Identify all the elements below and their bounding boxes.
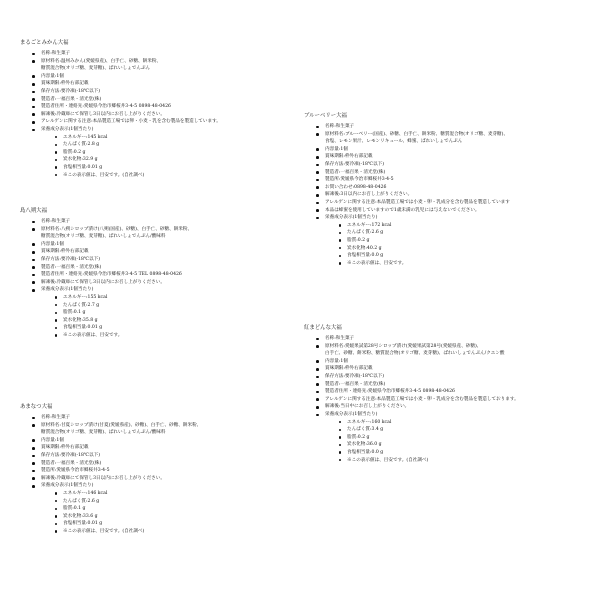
- label-list: [304, 335, 596, 464]
- label-name: 製造者住所・連絡先: [41, 272, 83, 278]
- label-separator: :: [338, 381, 341, 387]
- label-item: [316, 176, 596, 184]
- label-item: [316, 396, 596, 404]
- label-name: 栄養成分表示(1個当たり): [41, 483, 94, 489]
- label-value: 愛媛県今治市郷桜井3-4-5: [56, 468, 110, 474]
- label-separator: :: [82, 104, 84, 110]
- label-item: [32, 226, 300, 241]
- label-value: 要冷凍(-18℃以下): [60, 452, 101, 458]
- label-name: 製造者: [41, 264, 55, 270]
- label-name: 栄養成分表示(1個当たり): [41, 287, 94, 293]
- nutrition-item: 食塩相当量:0.0 g: [339, 252, 596, 260]
- label-value: ブルーベリー(国産)、砂糖、白手亡、餅米粉、糖質混合物(オリゴ糖、麦芽糖)、: [344, 131, 509, 137]
- label-separator: :: [375, 396, 377, 402]
- label-name: 保存方法: [41, 88, 60, 94]
- label-name: 製造者住所・連絡先: [41, 104, 83, 110]
- label-item: [32, 73, 300, 81]
- label-value-continued: 白手亡、砂糖、餅米粉、糖質混合物(オリゴ糖、麦芽糖)、ばれいしょでんぷん/クエン酸: [325, 351, 505, 357]
- label-name: 内容量: [325, 358, 339, 364]
- label-name: 内容量: [41, 241, 55, 247]
- label-value: 八朔シロップ漬け(八朔(国産)、砂糖)、白手亡、砂糖、餅米粉、: [60, 226, 193, 232]
- nutrition-item: 食塩相当量:0.0 g: [339, 449, 596, 457]
- label-separator: :: [338, 192, 341, 198]
- nutrition-item: 食塩相当量:0.01 g: [55, 520, 300, 528]
- label-separator: :: [334, 336, 336, 341]
- label-name: 名称: [41, 51, 51, 56]
- label-name: 製造所: [325, 177, 339, 183]
- label-value: 和生菓子: [51, 51, 71, 56]
- label-separator: :: [375, 199, 377, 205]
- nutrition-item: 脂質:0.2 g: [55, 149, 300, 157]
- label-name: 賞味期限: [325, 366, 344, 372]
- nutrition-item: たんぱく質:2.6 g: [339, 229, 596, 237]
- label-item: [32, 58, 300, 73]
- product-block-benimadonna: [304, 325, 596, 464]
- label-name: 製造者: [41, 460, 55, 466]
- label-separator: :: [59, 249, 61, 255]
- label-value: 本品製造工場では小麦・卵・乳成分を含む製品を製造しています: [376, 199, 510, 205]
- nutrition-item: エネルギー:145 kcal: [55, 134, 300, 142]
- label-value: 1個: [340, 358, 348, 364]
- nutrition-item: エネルギー:146 kcal: [55, 490, 300, 498]
- label-item: [32, 96, 300, 104]
- nutrition-item: 脂質:0.1 g: [55, 505, 300, 513]
- label-value: 要冷凍(-18℃以下): [344, 161, 385, 167]
- label-item: [316, 191, 596, 199]
- label-item: [32, 126, 300, 179]
- label-item: [316, 161, 596, 169]
- label-name: 内容量: [325, 146, 339, 152]
- nutrition-item: 脂質:0.2 g: [339, 434, 596, 442]
- label-item: [316, 131, 596, 146]
- label-value: 要冷凍(-18℃以下): [344, 373, 385, 379]
- nutrition-item: 炭水化物:36.0 g: [339, 441, 596, 449]
- label-separator: :: [366, 389, 368, 395]
- nutrition-item: 炭水化物:35.8 g: [55, 317, 300, 325]
- label-item: [32, 475, 300, 483]
- nutrition-item: エネルギー:160 kcal: [339, 419, 596, 427]
- label-name: 製造者住所・連絡先: [325, 389, 367, 395]
- label-separator: :: [343, 373, 345, 379]
- label-value: 一福百果・清光堂(株): [56, 264, 102, 270]
- label-value: 一福百果・清光堂(株): [56, 96, 102, 102]
- label-item: [316, 365, 596, 373]
- label-separator: :: [59, 445, 61, 451]
- label-separator: :: [334, 124, 336, 129]
- label-item: [316, 335, 596, 343]
- label-list: [20, 218, 300, 340]
- label-name: 内容量: [41, 437, 55, 443]
- nutrition-item: ※この表示値は、目安です。(自社調べ): [339, 457, 596, 465]
- label-item: [32, 80, 300, 88]
- label-value: 愛媛県今治市郷桜井3-4-5 0898-48-0426: [367, 389, 455, 395]
- label-name: 原材料名: [325, 343, 344, 349]
- label-item: [32, 460, 300, 468]
- label-separator: :: [59, 88, 61, 94]
- label-separator: :: [54, 437, 57, 443]
- label-name: 本品は蜂蜜を使用していますので1歳未満の乳児には与えないでください。: [325, 207, 480, 213]
- label-value: 一福百果・清光堂(株): [56, 460, 102, 466]
- label-item: [32, 279, 300, 287]
- label-item: [32, 422, 300, 437]
- label-name: 原材料名: [41, 226, 60, 232]
- nutrition-item: たんぱく質:2.8 g: [55, 141, 300, 149]
- label-list: [304, 123, 596, 267]
- label-value: 一福百果・清光堂(株): [340, 381, 386, 387]
- label-item: [316, 199, 596, 207]
- label-item: [32, 467, 300, 475]
- label-separator: :: [338, 177, 341, 183]
- label-item: [316, 214, 596, 267]
- label-value-continued: 糖質混合物(オリゴ糖、麦芽糖)、ばれいしょでんぷん: [41, 66, 151, 72]
- nutrition-item: 炭水化物:40.2 g: [339, 245, 596, 253]
- label-value: 枠外右部記載: [344, 366, 373, 372]
- label-separator: :: [59, 81, 61, 87]
- label-name: 栄養成分表示(1個当たり): [325, 411, 378, 417]
- label-name: 原材料名: [41, 422, 60, 428]
- label-separator: :: [91, 119, 93, 125]
- label-separator: :: [343, 161, 345, 167]
- label-separator: :: [54, 279, 57, 285]
- label-item: [316, 373, 596, 381]
- label-separator: :: [59, 256, 61, 262]
- label-name: 名称: [325, 336, 335, 341]
- label-name: 名称: [325, 124, 335, 129]
- label-value: 本品製造工場では卵・小麦・乳を含む製品を製造しています。: [92, 119, 221, 125]
- label-name: 賞味期限: [41, 249, 60, 255]
- nutrition-item: ※この表示値は、目安です。(自社調べ): [55, 172, 300, 180]
- label-name: 解凍後: [41, 475, 55, 481]
- nutrition-item: 炭水化物:33.6 g: [55, 513, 300, 521]
- nutrition-item: ※この表示値は、目安です。: [339, 260, 596, 268]
- nutrition-list: [41, 490, 300, 536]
- nutrition-item: エネルギー:155 kcal: [55, 294, 300, 302]
- label-value: 要冷凍(-18℃以下): [60, 256, 101, 262]
- label-item: [32, 218, 300, 226]
- label-name: 製造者: [41, 96, 55, 102]
- label-item: [32, 50, 300, 58]
- label-value: 1個: [56, 241, 64, 247]
- label-item: [32, 414, 300, 422]
- label-value-continued: 糖質混合物(オリゴ糖、麦芽糖)、ばれいしょでんぷん/酸味料: [41, 234, 166, 240]
- label-separator: :: [343, 154, 345, 160]
- nutrition-list: [41, 294, 300, 340]
- label-value: 0898-48-0426: [354, 184, 387, 190]
- label-value: 枠外右部記載: [60, 445, 89, 451]
- label-value: 1個: [56, 437, 64, 443]
- product-title: 紅まどんな大福: [304, 325, 342, 331]
- label-separator: :: [54, 96, 57, 102]
- label-value-continued: 食塩、レモン果汁、レモンリキュール、蜂蜜、ばれいしょでんぷん: [325, 139, 463, 145]
- label-separator: :: [82, 272, 84, 278]
- label-value: 甘夏シロップ漬け(甘夏(愛媛県産)、砂糖)、白手亡、砂糖、餅米粉、: [60, 422, 202, 428]
- product-block-hassaku: [20, 208, 300, 340]
- label-separator: :: [54, 111, 57, 117]
- product-block-mikan: [20, 40, 300, 179]
- nutrition-item: たんぱく質:3.4 g: [339, 426, 596, 434]
- label-value: 要冷凍(-18℃以下): [60, 88, 101, 94]
- label-value-continued: 糖質混合物(オリゴ糖、麦芽糖)、ばれいしょでんぷん/酸味料: [41, 430, 166, 436]
- label-item: [32, 241, 300, 249]
- label-name: 製造者: [325, 381, 339, 387]
- nutrition-item: ※この表示値は、目安です。(自社調べ): [55, 528, 300, 536]
- label-item: [32, 118, 300, 126]
- label-value: 和生菓子: [51, 415, 71, 420]
- label-name: 栄養成分表示(1個当たり): [325, 215, 378, 221]
- nutrition-item: ※この表示値は、目安です。: [55, 332, 300, 340]
- label-value: 当日中にお召し上がりください。: [340, 404, 410, 410]
- label-separator: :: [54, 241, 57, 247]
- product-block-blueberry: [304, 113, 596, 267]
- label-item: [32, 452, 300, 460]
- nutrition-item: 炭水化物:32.9 g: [55, 156, 300, 164]
- label-separator: :: [50, 51, 52, 56]
- label-name: アレルゲンに関する注意: [41, 119, 92, 125]
- label-value: 温州みかん(愛媛県産)、白手亡、砂糖、餅米粉、: [60, 58, 162, 64]
- label-item: [316, 411, 596, 464]
- label-separator: :: [54, 475, 57, 481]
- label-separator: :: [54, 468, 57, 474]
- nutrition-list: [325, 419, 596, 465]
- label-name: 名称: [41, 219, 51, 224]
- label-name: 製造所: [41, 468, 55, 474]
- label-separator: :: [343, 366, 345, 372]
- label-item: [32, 482, 300, 535]
- label-item: [32, 256, 300, 264]
- nutrition-item: たんぱく質:2.7 g: [55, 302, 300, 310]
- label-item: [32, 248, 300, 256]
- label-value: 枠外右部記載: [344, 154, 373, 160]
- label-item: [32, 271, 300, 279]
- label-name: 解凍後: [41, 279, 55, 285]
- label-item: [32, 88, 300, 96]
- label-name: 保存方法: [325, 373, 344, 379]
- label-item: [316, 153, 596, 161]
- label-item: [316, 207, 596, 215]
- label-separator: :: [54, 460, 57, 466]
- label-value: 愛媛県今治市郷桜井3-4-5 TEL 0898-48-0426: [83, 272, 182, 278]
- label-name: 保存方法: [41, 452, 60, 458]
- label-value: 冷蔵庫にて保管し3日以内にお召し上がりください。: [56, 475, 165, 481]
- nutrition-item: たんぱく質:2.6 g: [55, 498, 300, 506]
- nutrition-item: 食塩相当量:0.01 g: [55, 324, 300, 332]
- label-name: アレルゲンに関する注意: [325, 199, 376, 205]
- label-name: 内容量: [41, 73, 55, 79]
- label-list: [20, 50, 300, 179]
- label-separator: :: [54, 264, 57, 270]
- product-block-amanatsu: [20, 404, 300, 536]
- label-name: 原材料名: [325, 131, 344, 137]
- label-value: 愛媛県今治市郷桜井3-4-5 0898-48-0426: [83, 104, 171, 110]
- label-separator: :: [338, 404, 341, 410]
- label-separator: :: [50, 219, 52, 224]
- label-separator: :: [59, 226, 61, 232]
- product-title: 島八朔大福: [20, 208, 47, 214]
- nutrition-item: 脂質:0.1 g: [55, 309, 300, 317]
- label-separator: :: [59, 452, 61, 458]
- nutrition-item: 食塩相当量:0.01 g: [55, 164, 300, 172]
- label-name: お問い合わせ: [325, 184, 353, 190]
- label-name: 製造者: [325, 169, 339, 175]
- label-name: 賞味期限: [41, 81, 60, 87]
- label-value: 愛媛果試第28号シロップ漬け(愛媛果試第28号(愛媛県産、砂糖)、: [344, 343, 482, 349]
- product-title: ブルーベリー大福: [304, 113, 347, 119]
- label-item: [316, 381, 596, 389]
- label-separator: :: [343, 343, 345, 349]
- label-value: 冷蔵庫にて保管し3日以内にお召し上がりください。: [56, 279, 165, 285]
- label-item: [32, 103, 300, 111]
- label-separator: :: [54, 73, 57, 79]
- label-item: [316, 343, 596, 358]
- label-name: 解凍後: [325, 404, 339, 410]
- label-item: [316, 123, 596, 131]
- label-name: 解凍後: [41, 111, 55, 117]
- label-separator: :: [352, 184, 355, 190]
- label-separator: :: [50, 415, 52, 420]
- label-value: 枠外右部記載: [60, 81, 89, 87]
- label-value: 3日以内にお召し上がりください。: [340, 192, 413, 198]
- label-item: [316, 403, 596, 411]
- label-value: 本品製造工場では小麦・卵・乳成分を含む製品を製造しております。: [376, 396, 519, 402]
- nutrition-item: 脂質:0.2 g: [339, 237, 596, 245]
- label-separator: :: [338, 169, 341, 175]
- label-name: 保存方法: [325, 161, 344, 167]
- nutrition-list: [41, 134, 300, 180]
- label-value: 枠外右部記載: [60, 249, 89, 255]
- label-value: 和生菓子: [335, 124, 355, 129]
- label-item: [316, 184, 596, 192]
- label-separator: :: [338, 358, 341, 364]
- label-separator: :: [59, 422, 61, 428]
- label-name: 原材料名: [41, 58, 60, 64]
- nutrition-item: エネルギー:172 kcal: [339, 222, 596, 230]
- label-value: 1個: [340, 146, 348, 152]
- label-value: 1個: [56, 73, 64, 79]
- label-item: [316, 146, 596, 154]
- label-list: [20, 414, 300, 536]
- label-item: [32, 111, 300, 119]
- label-item: [32, 444, 300, 452]
- label-separator: :: [59, 58, 61, 64]
- product-title: まるごとみかん大福: [20, 40, 69, 46]
- label-item: [316, 169, 596, 177]
- label-value: 冷蔵庫にて保管し3日以内にお召し上がりください。: [56, 111, 165, 117]
- label-name: アレルゲンに関する注意: [325, 396, 376, 402]
- label-value: 和生菓子: [335, 336, 355, 341]
- label-name: 解凍後: [325, 192, 339, 198]
- label-value: 一福百果・清光堂(株): [340, 169, 386, 175]
- product-title: あまなつ大福: [20, 404, 53, 410]
- label-separator: :: [338, 146, 341, 152]
- label-name: 賞味期限: [41, 445, 60, 451]
- nutrition-list: [325, 222, 596, 268]
- label-item: [32, 437, 300, 445]
- label-value: 和生菓子: [51, 219, 71, 224]
- label-name: 名称: [41, 415, 51, 420]
- label-name: 保存方法: [41, 256, 60, 262]
- label-value: 愛媛県今治市郷桜井3-4-5: [340, 177, 394, 183]
- label-name: 賞味期限: [325, 154, 344, 160]
- label-separator: :: [343, 131, 345, 137]
- label-item: [32, 286, 300, 339]
- label-item: [316, 358, 596, 366]
- label-name: 栄養成分表示(1個当たり): [41, 126, 94, 132]
- label-item: [316, 388, 596, 396]
- label-item: [32, 264, 300, 272]
